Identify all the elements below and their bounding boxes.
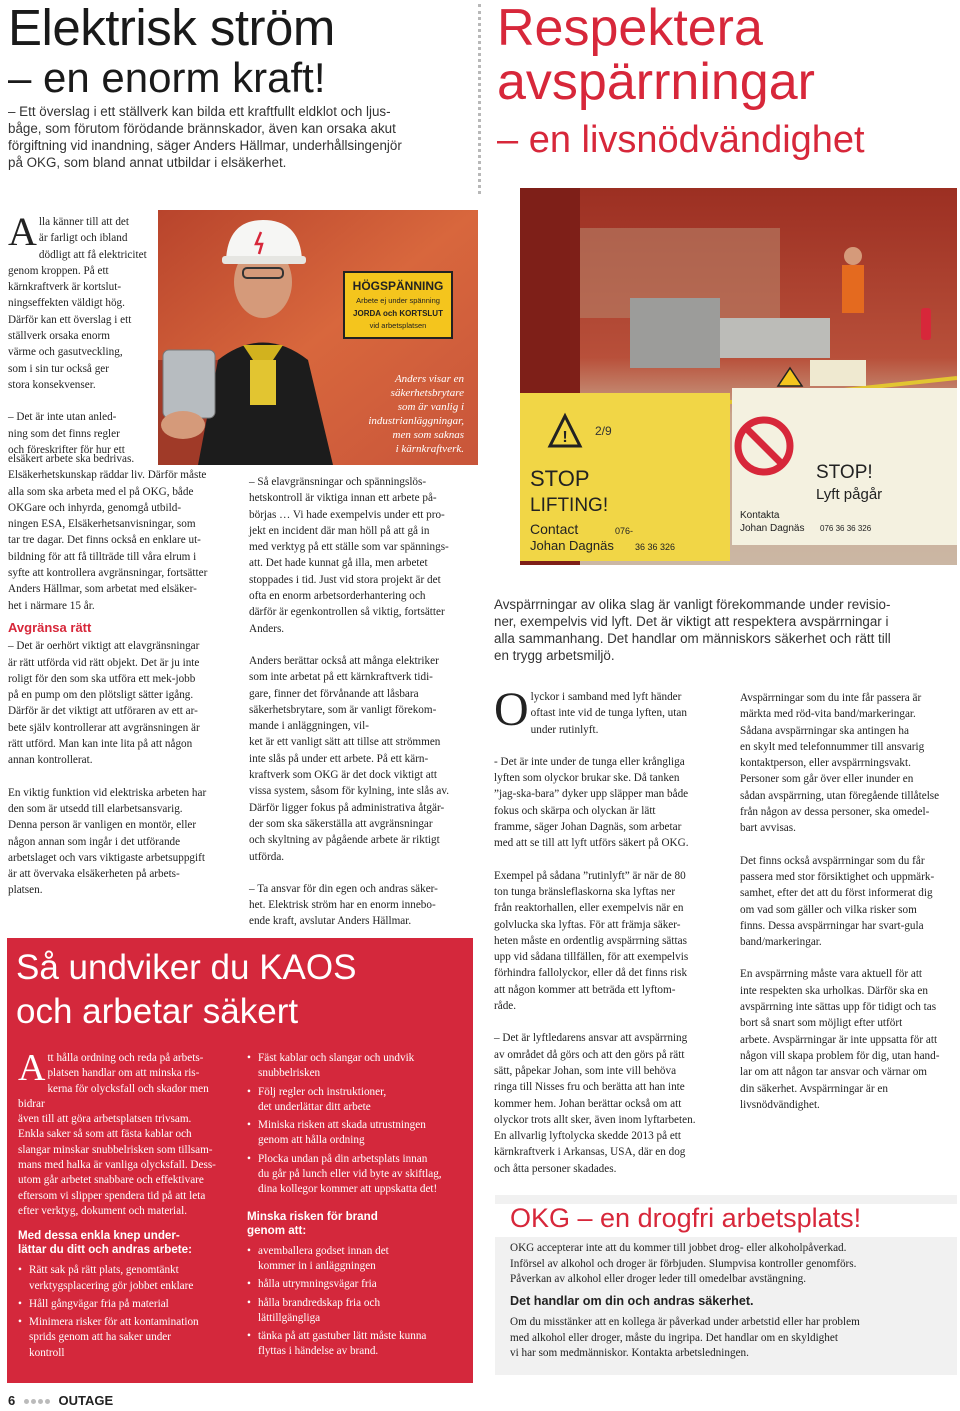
list-item	[247, 1051, 469, 1082]
body-line: någon vill skapa problem för dig, utan hand-	[740, 1049, 940, 1062]
caption-line: Avspärrningar av olika slag är vanligt förekommande under revisio-	[494, 597, 891, 612]
body-line: Därför kan ett överslag i ett	[8, 313, 132, 326]
col2	[249, 474, 477, 930]
body-line: – Det är lyftledarens ansvar att avspärrning	[494, 1032, 688, 1045]
sign2-name: Johan Dagnäs	[740, 523, 805, 534]
list-line: • Rätt sak på rätt plats, genomtänkt	[29, 1264, 179, 1277]
body-line: en skylt med telefonnummer till ansvarig	[740, 740, 925, 753]
sign-line4: vid arbetsplatsen	[369, 321, 427, 330]
red-box-left-col	[18, 1047, 233, 1364]
body-line: Sådana avspärrningar ska antingen ha	[740, 724, 909, 737]
sign-line3: JORDA och KORTSLUT	[353, 309, 443, 318]
body-line: eftersom vi slipper spendera tid på att leta	[18, 1189, 206, 1202]
body-line: het i närmare 15 år.	[8, 599, 95, 612]
list-line: dina kollegor kommer att uppskatta det!	[258, 1183, 438, 1196]
body-line: Påverkan av alkohol eller droger leder till omedelbar avstängning.	[510, 1273, 807, 1285]
body-line: därför är egenkontrollen så viktig, fortsätter	[249, 606, 445, 619]
list-line: • hålla brandredskap fria och	[258, 1296, 381, 1309]
body-line: heten måste en ordentlig avspärrning sättas	[494, 934, 687, 947]
list-line: flyttas i händelse av brand.	[258, 1345, 379, 1358]
intro-left	[8, 103, 468, 171]
list-item	[18, 1263, 233, 1294]
body-line: och föreskrifter för hur ett	[8, 443, 125, 456]
body-line: En viktig funktion vid elektriska arbeten har	[8, 786, 207, 799]
body-line: med att se till att lyft utförs säkert på OKG.	[494, 837, 689, 850]
body-line: En avspärrning måste vara aktuell för att	[740, 968, 923, 981]
body-line: bildning för att få tillträde till våra elrum i	[8, 550, 197, 563]
red-subhead-line: Med dessa enkla knep under-	[18, 1229, 180, 1243]
caption-line: alla sammanhang. Det handlar om människors säkerhet och rätt till	[494, 631, 891, 646]
body-line: som i sin tur också ger	[8, 362, 109, 375]
body-line: finns. Dessa avspärrningar har svart-gula	[740, 919, 924, 932]
body-line: stoppades i tid. Just vid stora projekt är det	[249, 573, 441, 586]
body-line: – Så elavgränsningar och spänningslös-	[249, 476, 427, 488]
body-line: elsäkert arbete ska bedrivas.	[8, 453, 135, 465]
body-line: ning som det finns regler	[8, 427, 120, 440]
body-line: Om du misstänker att en kollega är påverkad under arbetstid eller har problem	[510, 1316, 860, 1328]
body-line: Personer som går över eller inunder en	[740, 773, 914, 786]
body-line: tar tre dagar. Det finns också en enklare ut-	[8, 534, 201, 547]
sign2-lyft: Lyft pågår	[816, 486, 883, 503]
body-line: genom kroppen. På ett	[8, 264, 109, 277]
body-line: Avspärrningar som du inte får passera är	[740, 692, 922, 704]
body-line: Därför ligger fokus på administrativa åtgär-	[249, 801, 445, 814]
sign2-kontakta: Kontakta	[740, 510, 780, 521]
body-line: livsnödvändighet.	[740, 1098, 820, 1111]
headline-right-line3: – en livsnödvändighet	[497, 119, 865, 161]
body-line: med verktyg på ett ställe som var spännings-	[249, 541, 449, 554]
body-line: olyckor trots allt sker, även inom lyftarbeten.	[494, 1113, 696, 1126]
body-line: het. Elektrisk ström har en enorm innebo-	[249, 899, 436, 912]
okg-body	[510, 1241, 950, 1362]
body-line: vissa system, såsom för kylning, inte slås av.	[249, 785, 450, 798]
body-line: mande i anläggningen, vil-	[249, 720, 369, 733]
body-line: kärnkraftverk är kortslut-	[8, 281, 122, 294]
photo-lab-illustration	[520, 188, 957, 565]
body-line: hetskontroll är viktiga innan ett arbete på-	[249, 492, 437, 505]
body-line: Anders Hällmar, som arbetat med elsäker-	[8, 583, 197, 596]
photo-lifting-barrier	[520, 188, 957, 565]
headline-right-line2: avspärrningar	[497, 53, 815, 111]
list-item	[247, 1085, 469, 1116]
body-line: lyckor i samband med lyft händer	[530, 691, 682, 703]
body-line: ende kraft, avslutar Anders Hällmar.	[249, 915, 412, 928]
body-line: ket är ett vanligt sätt att tillse att strömmen	[249, 736, 441, 749]
sign1-code: 2/9	[595, 424, 612, 438]
col4	[740, 690, 958, 1113]
caption-anders	[352, 372, 464, 456]
body-line: alla som ska arbeta med el på OKG, både	[8, 485, 194, 498]
caption-line: men som saknas	[392, 429, 464, 441]
body-line: märkta med röd-vita band/markeringar.	[740, 708, 916, 721]
red-subhead-line: Minska risken för brand	[247, 1209, 378, 1223]
list-item	[18, 1297, 233, 1312]
caption-right	[494, 596, 956, 664]
dropcap-o: O	[494, 683, 529, 736]
body-line: från reaktorhallen, eller exempelvis när en	[494, 902, 684, 915]
body-line: der som ska säkerställa att avgränsningar	[249, 817, 433, 830]
caption-line: Anders visar en	[394, 373, 464, 385]
body-line: lyften som olyckor brukar ske. Då tanken	[494, 772, 680, 785]
body-line: efter verktyg, dokument och material.	[18, 1204, 187, 1217]
body-line: bart avvisas.	[740, 822, 796, 835]
list-line: • Miniska risken att skada utrustningen	[258, 1119, 426, 1132]
body-line: med alkohol eller droger, måste du ingripa. Det handlar om en skyldighet	[510, 1331, 838, 1344]
body-line: är farligt och ibland	[38, 232, 128, 245]
list-line: du går på lunch eller vid byte av skiftlag,	[258, 1168, 442, 1181]
dotted-separator	[478, 4, 481, 194]
magazine-name: OUTAGE	[58, 1393, 114, 1408]
list-line: genom att hålla ordning	[258, 1134, 365, 1147]
footer-dots	[23, 1393, 51, 1408]
list-item	[247, 1152, 469, 1198]
body-line: mans med halka är vanliga olycksfall. Dess-	[18, 1159, 216, 1172]
caption-line: ner, exempelvis vid lyft. Det är viktigt att respektera avspärrningar i	[494, 614, 889, 629]
body-line: vi har som medmänniskor. Kontakta arbetsledningen.	[510, 1347, 749, 1359]
body-line: kontaktperson, eller avspärrningsvakt.	[740, 757, 911, 770]
body-line: kerna för olycksfall och skador men bidrar	[18, 1082, 209, 1110]
sign2-stop: STOP!	[816, 462, 873, 483]
headline-left-line2: – en enorm kraft!	[8, 54, 326, 101]
body-line: roligt för den som ska utföra ett mek-jobb	[8, 672, 196, 685]
body-line: utom går arbetet snabbare och effektivare	[18, 1174, 204, 1187]
body-line: – Det är oerhört viktigt att elavgränsningar	[8, 640, 200, 653]
list-line: sprids genom att ha saker under	[29, 1331, 171, 1344]
col1-top	[8, 209, 158, 458]
caption-line: säkerhetsbrytare	[390, 387, 464, 399]
body-line: En allvarlig lyftolycka skedde 2013 på ett	[494, 1130, 682, 1143]
body-line: även till att göra arbetsplatsen trivsam.	[18, 1113, 192, 1126]
body-line: platsen handlar om att minska ris-	[47, 1067, 200, 1080]
body-line: på en pump om den plötsligt sätter igång.	[8, 689, 194, 702]
page-footer	[8, 1393, 113, 1408]
list-item	[247, 1296, 469, 1327]
intro-line: båge, som förutom förödande brännskador, även kan orsaka akut	[8, 121, 396, 136]
body-line: avspärrning inte sättas upp för tidigt och tas	[740, 1001, 937, 1014]
body-line: dödligt att få elektricitet	[38, 248, 147, 261]
body-line: ställverk orsaka enorm	[8, 330, 110, 343]
body-line: ton tunga bränsleflaskorna ska lyftas ner	[494, 885, 676, 898]
body-line: under rutinlyft.	[530, 723, 599, 736]
list-line: • Håll gångvägar fria på material	[29, 1297, 169, 1310]
list-item	[247, 1329, 469, 1360]
dropcap-red-a: A	[18, 1047, 46, 1089]
list-line: kontroll	[29, 1346, 65, 1359]
body-line: och skyltning av pågående arbete är riktigt	[249, 834, 440, 847]
body-line: börjas … Vi hade exempelvis under ett pro-	[249, 508, 445, 521]
body-line: Det finns också avspärrningar som du får	[740, 854, 925, 867]
list-line: kommer in i anläggningen	[258, 1259, 376, 1272]
body-line: Enkla saker så som att fästa kablar och	[18, 1128, 192, 1141]
sign-line2: Arbete ej under spänning	[356, 296, 440, 305]
body-line: råde.	[494, 1000, 517, 1013]
body-line: band/markeringar.	[740, 936, 822, 949]
caption-line: i kärnkraftverk.	[395, 443, 464, 455]
list-item	[247, 1118, 469, 1149]
body-line: att någon kommer att beträda ett lyftom-	[494, 983, 676, 996]
sign-hogspanning: HÖGSPÄNNING	[352, 279, 444, 293]
list-line: • Följ regler och instruktioner,	[258, 1085, 387, 1098]
body-line: bete själv kontrollerar att avgränsningen är	[8, 721, 200, 734]
red-subhead-line: genom att:	[247, 1223, 307, 1237]
red-subhead-line: lättar du ditt och andras arbete:	[18, 1243, 192, 1257]
okg-title: OKG – en drogfri arbetsplats!	[510, 1203, 862, 1233]
body-line: lar om att någon tar ansvar och värnar om	[740, 1066, 928, 1079]
subhead-avgransa: Avgränsa rätt	[8, 619, 92, 635]
body-line: Införsel av alkohol och droger är förbjuden. Slumpvisa kontroller genomförs.	[510, 1257, 857, 1270]
caption-line: en trygg arbetsmiljö.	[494, 648, 615, 663]
body-line: tt hålla ordning och reda på arbets-	[47, 1052, 204, 1064]
body-line: om vad som gäller och vilka risker som	[740, 903, 917, 916]
okg-strong-line: Det handlar om din och andras säkerhet.	[510, 1293, 754, 1308]
body-line: sådan avspärrning, utan föregående tillåtelse	[740, 789, 940, 802]
body-line: upp vid sådana tillfällen, för att exempelvis	[494, 951, 689, 964]
body-line: säkerhetsbrytare, som är vanligt förekom-	[249, 703, 437, 716]
list-line: • hålla utrymningsvägar fria	[258, 1278, 377, 1291]
red-box-right-col	[247, 1051, 469, 1363]
caption-line: industrianläggningar,	[368, 415, 464, 427]
red-subhead-brand	[247, 1210, 469, 1238]
body-line: sätt, påpekar Johan, som inte vill behöva	[494, 1064, 677, 1077]
body-line: jekt en incident där man höll på att gå in	[249, 524, 430, 537]
body-line: att. Det hade kunnat gå illa, men arbetet	[249, 557, 428, 570]
body-line: gare, finner det förvånande att låsbara	[249, 687, 419, 700]
body-line: ”jag-ska-bara” dyker upp släpper man både	[494, 788, 689, 801]
red-subhead-knep	[18, 1229, 233, 1257]
body-line: Därför är det viktigt att utföraren av ett ar-	[8, 705, 198, 718]
body-line: den som är utsedd till elarbetsansvarig.	[8, 802, 183, 815]
sign1-contact: Contact	[530, 521, 579, 537]
body-line: förhindra fallolyckor, eller då det finns risk	[494, 967, 688, 980]
list-line: • avemballera godset innan det	[258, 1244, 389, 1257]
body-line: passera med stor försiktighet och uppmärk-	[740, 870, 935, 883]
body-line: som inte arbetat på ett kärnkraftverk tidi-	[249, 671, 433, 684]
sign1-num2: 36 36 326	[635, 542, 676, 552]
body-line: Elsäkerhetskunskap räddar liv. Därför måste	[8, 469, 207, 482]
dropcap-a: A	[8, 209, 37, 254]
body-line: OKGare och inhyrda, genomgå utbild-	[8, 501, 182, 514]
body-line: rätt utförd. Man kan inte lita på att någon	[8, 738, 193, 751]
body-line: - Det är inte under de tunga eller krångliga	[494, 755, 685, 768]
body-line: framme, säger Johan Dagnäs, som arbetar	[494, 821, 682, 834]
body-line: arbetslaget och vars viktigaste arbetsuppgift	[8, 851, 205, 864]
sign1-name: Johan Dagnäs	[530, 538, 614, 553]
body-line: ningseffekten väldigt hög.	[8, 297, 125, 310]
list-item	[247, 1277, 469, 1292]
list-line: snubbelrisken	[258, 1067, 321, 1080]
body-line: lla känner till att det	[38, 216, 129, 228]
body-line: kraftverk som OKG är det dock viktigt att	[249, 769, 437, 782]
body-line: inte slås på under ett arbete. På ett kärn-	[249, 752, 429, 765]
list-item	[18, 1315, 233, 1361]
sign1-stop: STOP	[530, 466, 590, 491]
body-line: din säkerhet. Avspärrningar är en	[740, 1082, 888, 1095]
list-line: • Fäst kablar och slangar och undvik	[258, 1052, 415, 1064]
body-line: slangar minskar snubbelrisken som tillsam-	[18, 1143, 213, 1156]
body-line: fokus och skärpa och olyckan är lätt	[494, 804, 656, 817]
page-number: 6	[8, 1393, 16, 1408]
body-line: ningen ESA, Elsäkerhetsanvisningar, som	[8, 518, 196, 531]
col1-bottom	[8, 451, 240, 899]
body-line: – Det är inte utan anled-	[8, 411, 117, 424]
body-line: Anders berättar också att många elektriker	[249, 654, 439, 667]
body-line: är rätt utförda vid rätt objekt. Det är ju inte	[8, 656, 200, 669]
body-line: kärnkraftverk i Arkansas, USA, där en dog	[494, 1146, 686, 1159]
body-line: från någon av dessa personer, ska omedel-	[740, 806, 930, 819]
body-line: utförda.	[249, 850, 285, 863]
body-line: någon annan som ingår i det utförande	[8, 835, 181, 848]
body-line: Denna person är vanligen en montör, eller	[8, 819, 197, 832]
list-line: det underlättar ditt arbete	[258, 1100, 371, 1113]
headline-left-line1: Elektrisk ström	[8, 0, 335, 56]
body-line: och åtta personer skadades.	[494, 1162, 617, 1175]
headline-right-line1: Respektera	[497, 0, 763, 57]
svg-text:!: !	[562, 429, 568, 446]
list-line: • tänka på att gastuber lätt måste kunna	[258, 1330, 427, 1343]
body-line: oftast inte vid de tunga lyften, utan	[530, 707, 687, 720]
body-line: platsen.	[8, 884, 43, 897]
list-line: • Minimera risker för att kontamination	[29, 1316, 199, 1329]
body-line: Anders.	[249, 622, 285, 635]
red-box-title-line1: Så undviker du KAOS	[16, 948, 357, 987]
intro-line: på OKG, som bland annat utbildar i elsäkerhet.	[8, 155, 287, 170]
body-line: golvlucka ska lyftas. För att främja säker-	[494, 918, 681, 931]
list-line: verktygsplacering gör jobbet enklare	[29, 1279, 194, 1292]
body-line: syfte att kontrollera avgränsningar, fortsätter	[8, 567, 208, 580]
body-line: annan kontrollerat.	[8, 754, 93, 767]
body-line: bort så snart som möjligt efter utfört	[740, 1017, 903, 1030]
body-line: är att övervaka elsäkerheten på arbets-	[8, 868, 180, 881]
body-line: av området då görs och att den görs på rätt	[494, 1048, 685, 1061]
col3	[494, 683, 722, 1177]
list-line: lättillgängliga	[258, 1311, 321, 1324]
body-line: samhet, efter det att du först informerat dig	[740, 887, 933, 900]
red-box-title-line2: och arbetar säkert	[16, 992, 299, 1031]
body-line: Exempel på sådana ”rutinlyft” är när de 80	[494, 869, 686, 882]
body-line: kommer hem. Johan berättar också om att	[494, 1097, 682, 1110]
body-line: – Ta ansvar för din egen och andras säker-	[249, 882, 438, 895]
body-line: ringa till Nisses fru och berätta att han inte	[494, 1081, 685, 1094]
body-line: värme och gasutveckling,	[8, 346, 123, 359]
body-line: arbete. Avspärrningar är inte uppsatta för att	[740, 1033, 938, 1046]
sign1-lifting: LIFTING!	[530, 495, 609, 516]
body-line: inte respekten ska urholkas. Därför ska en	[740, 984, 928, 997]
sign2-num: 076 36 36 326	[820, 524, 872, 533]
body-line: OKG accepterar inte att du kommer till jobbet drog- eller alkoholpåverkad.	[510, 1242, 847, 1254]
sign1-num: 076-	[615, 526, 634, 536]
intro-line: – Ett överslag i ett ställverk kan bilda ett kraftfullt eldklot och ljus-	[8, 104, 391, 119]
body-line: stora konsekvenser.	[8, 378, 96, 391]
caption-line: som är vanlig i	[397, 401, 464, 413]
intro-line: förgiftning vid inandning, säger Anders Hällmar, underhållsingenjör	[8, 138, 402, 153]
body-line: ofta en enorm arbetsorderhantering och	[249, 590, 426, 603]
list-line: • Plocka undan på din arbetsplats innan	[258, 1152, 428, 1165]
list-item	[247, 1244, 469, 1275]
